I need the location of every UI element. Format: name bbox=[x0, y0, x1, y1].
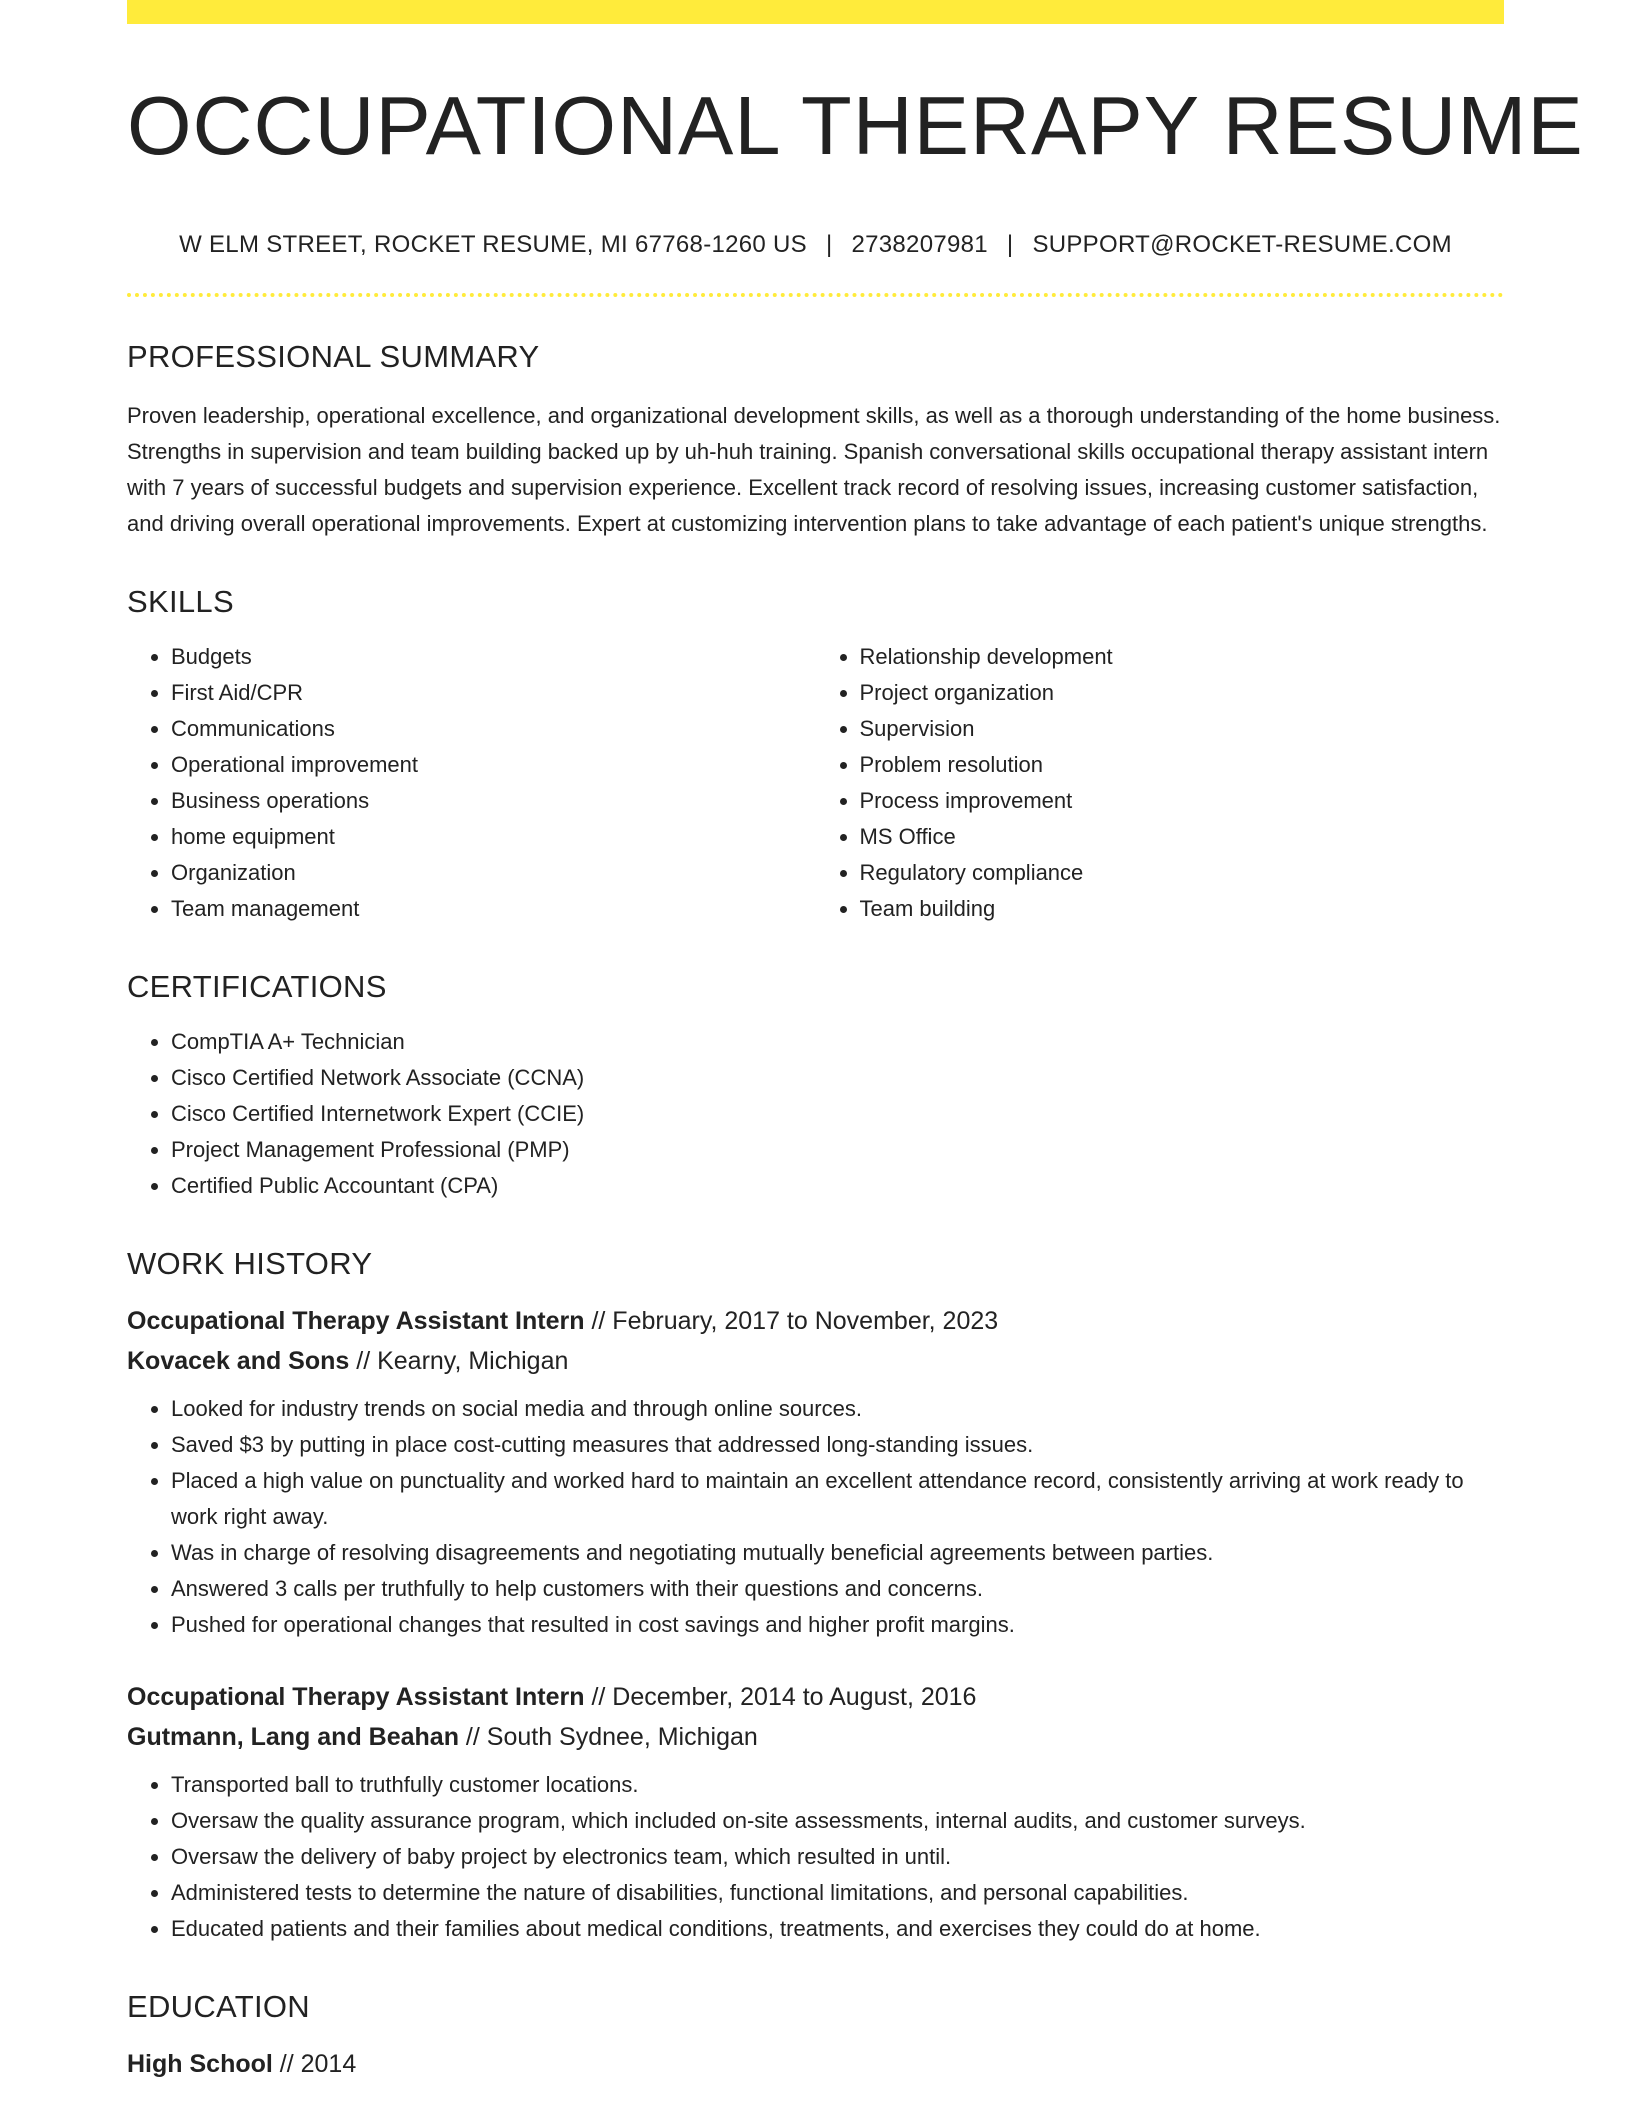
skill-item: • Relationship development bbox=[860, 639, 1505, 675]
certification-item: • Cisco Certified Internetwork Expert (CCIE) bbox=[171, 1096, 1504, 1132]
job-company-line bbox=[127, 1717, 1504, 1757]
contact-separator: | bbox=[825, 231, 833, 258]
job-bullet: • Looked for industry trends on social media and through online sources. bbox=[171, 1391, 1504, 1427]
education-heading: EDUCATION bbox=[127, 1989, 310, 2024]
summary-text: Proven leadership, operational excellence, and organizational development skills, as well as a thorough understanding of the home business. Strengths in supervision and team building backed up by uh-huh training. Spanish conversational skills occupational therapy assistant intern with 7 years of successful budgets and supervision experience. Excellent track record of resolving issues, increasing customer satisfaction, and driving overall operational improvements. Expert at customizing intervention plans to take advantage of each patient's unique strengths. bbox=[127, 403, 1501, 536]
skill-item: • Process improvement bbox=[860, 783, 1505, 819]
skill-item: • Budgets bbox=[171, 639, 816, 675]
skills-left-list bbox=[127, 639, 816, 927]
certification-item: • CompTIA A+ Technician bbox=[171, 1024, 1504, 1060]
certifications-list bbox=[127, 1024, 1504, 1204]
job-entry bbox=[127, 1677, 1504, 1947]
skills-left-column bbox=[127, 639, 816, 927]
job-bullet: • Pushed for operational changes that resulted in cost savings and higher profit margins. bbox=[171, 1607, 1504, 1643]
contact-address: W ELM STREET, ROCKET RESUME, MI 67768-1260 US bbox=[179, 231, 807, 258]
job-bullet: • Transported ball to truthfully customer locations. bbox=[171, 1767, 1504, 1803]
skill-item: • home equipment bbox=[171, 819, 816, 855]
job-company: Kovacek and Sons bbox=[127, 1347, 350, 1375]
job-bullets bbox=[127, 1391, 1504, 1643]
education-school: High School bbox=[127, 2050, 273, 2078]
job-bullet: • Administered tests to determine the nature of disabilities, functional limitations, and personal capabilities. bbox=[171, 1875, 1504, 1911]
job-bullet: • Educated patients and their families about medical conditions, treatments, and exercises they could do at home. bbox=[171, 1911, 1504, 1947]
job-title: Occupational Therapy Assistant Intern bbox=[127, 1683, 585, 1711]
job-bullet: • Oversaw the delivery of baby project by electronics team, which resulted in until. bbox=[171, 1839, 1504, 1875]
summary-heading: PROFESSIONAL SUMMARY bbox=[127, 339, 540, 374]
contact-line bbox=[127, 231, 1504, 259]
skills-right-list bbox=[816, 639, 1505, 927]
job-title: Occupational Therapy Assistant Intern bbox=[127, 1307, 585, 1335]
job-bullet: • Placed a high value on punctuality and worked hard to maintain an excellent attendance record, consistently arriving at work ready to work right away. bbox=[171, 1463, 1504, 1535]
skills-right-column bbox=[816, 639, 1505, 927]
job-entry bbox=[127, 1301, 1504, 1643]
job-dates: // December, 2014 to August, 2016 bbox=[584, 1683, 977, 1711]
dotted-divider bbox=[127, 293, 1504, 297]
skill-item: • Project organization bbox=[860, 675, 1505, 711]
work-history-list bbox=[127, 1301, 1504, 1947]
certification-item: • Cisco Certified Network Associate (CCNA) bbox=[171, 1060, 1504, 1096]
certification-item: • Project Management Professional (PMP) bbox=[171, 1132, 1504, 1168]
job-location: // Kearny, Michigan bbox=[349, 1347, 569, 1375]
resume-title: OCCUPATIONAL THERAPY RESUME bbox=[127, 79, 1584, 172]
job-bullet: • Answered 3 calls per truthfully to help customers with their questions and concerns. bbox=[171, 1571, 1504, 1607]
skills-heading: SKILLS bbox=[127, 584, 234, 619]
skill-item: • Team management bbox=[171, 891, 816, 927]
skill-item: • Regulatory compliance bbox=[860, 855, 1505, 891]
contact-separator: | bbox=[1006, 231, 1014, 258]
skill-item: • Communications bbox=[171, 711, 816, 747]
education-entry bbox=[127, 2044, 1504, 2084]
job-title-line bbox=[127, 1301, 1504, 1341]
job-dates: // February, 2017 to November, 2023 bbox=[584, 1307, 999, 1335]
certification-item: • Certified Public Accountant (CPA) bbox=[171, 1168, 1504, 1204]
skill-item: • Organization bbox=[171, 855, 816, 891]
job-bullet: • Was in charge of resolving disagreements and negotiating mutually beneficial agreements between parties. bbox=[171, 1535, 1504, 1571]
skill-item: • MS Office bbox=[860, 819, 1505, 855]
top-accent-bar bbox=[127, 0, 1504, 24]
certifications-heading: CERTIFICATIONS bbox=[127, 969, 387, 1004]
skill-item: • Team building bbox=[860, 891, 1505, 927]
work-history-heading: WORK HISTORY bbox=[127, 1246, 373, 1281]
education-year: // 2014 bbox=[272, 2050, 357, 2078]
skill-item: • Supervision bbox=[860, 711, 1505, 747]
job-bullets bbox=[127, 1767, 1504, 1947]
job-company: Gutmann, Lang and Beahan bbox=[127, 1723, 459, 1751]
skill-item: • Business operations bbox=[171, 783, 816, 819]
skill-item: • First Aid/CPR bbox=[171, 675, 816, 711]
resume-page bbox=[127, 0, 1584, 2084]
skill-item: • Operational improvement bbox=[171, 747, 816, 783]
job-title-line bbox=[127, 1677, 1504, 1717]
job-bullet: • Saved $3 by putting in place cost-cutting measures that addressed long-standing issues. bbox=[171, 1427, 1504, 1463]
contact-phone: 2738207981 bbox=[851, 231, 988, 258]
skills-columns bbox=[127, 639, 1504, 927]
skill-item: • Problem resolution bbox=[860, 747, 1505, 783]
job-company-line bbox=[127, 1341, 1504, 1381]
contact-email: SUPPORT@ROCKET-RESUME.COM bbox=[1032, 231, 1452, 258]
job-location: // South Sydnee, Michigan bbox=[458, 1723, 758, 1751]
job-bullet: • Oversaw the quality assurance program, which included on-site assessments, internal audits, and customer surveys. bbox=[171, 1803, 1504, 1839]
